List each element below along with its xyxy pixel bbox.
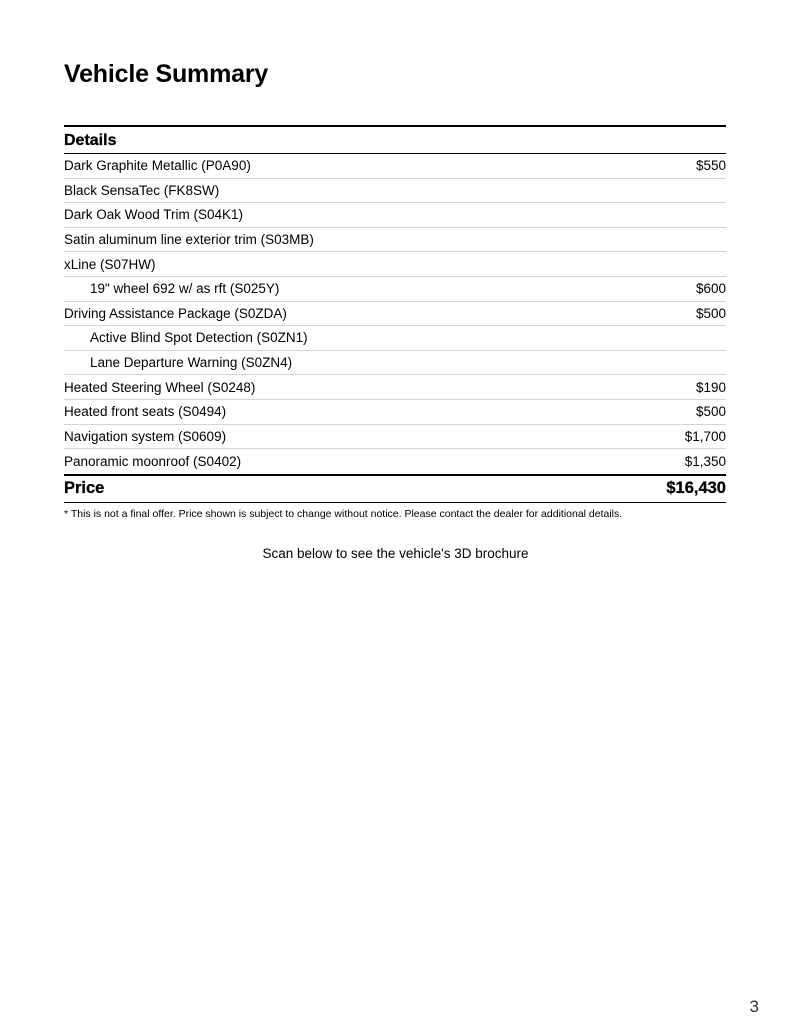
detail-row — [64, 154, 726, 179]
detail-row — [64, 179, 726, 204]
page-number: 3 — [749, 997, 759, 1016]
detail-row-price: $600 — [695, 281, 726, 297]
detail-row-label: Heated front seats (S0494) — [64, 404, 227, 420]
detail-row — [64, 449, 726, 474]
detail-row-price: $1,350 — [684, 453, 726, 469]
price-label: Price — [64, 479, 105, 498]
detail-row-label: Heated Steering Wheel (S0248) — [64, 379, 256, 395]
detail-row — [64, 203, 726, 228]
detail-row — [64, 252, 726, 277]
detail-row-price: $550 — [695, 158, 726, 174]
detail-row-price: $500 — [695, 305, 726, 321]
detail-row-label: Dark Oak Wood Trim (S04K1) — [64, 207, 244, 223]
detail-row-label: Dark Graphite Metallic (P0A90) — [64, 158, 251, 174]
detail-row — [64, 302, 726, 327]
detail-row-label: Panoramic moonroof (S0402) — [64, 453, 242, 469]
page-title: Vehicle Summary — [64, 60, 269, 88]
detail-row-label: Driving Assistance Package (S0ZDA) — [64, 305, 287, 321]
detail-row-price: $190 — [695, 379, 726, 395]
detail-row — [64, 425, 726, 450]
details-header: Details — [64, 125, 726, 154]
detail-row-label: Navigation system (S0609) — [64, 428, 227, 444]
detail-row-price: $500 — [695, 404, 726, 420]
detail-row — [64, 277, 726, 302]
scan-instruction: Scan below to see the vehicle's 3D brochure — [262, 546, 529, 561]
detail-row — [64, 326, 726, 351]
detail-row — [64, 375, 726, 400]
disclaimer-note: * This is not a final offer. Price shown is subject to change without notice. Please contact the dealer for additional details. — [64, 507, 623, 520]
detail-row — [64, 351, 726, 376]
detail-row-label: Lane Departure Warning (S0ZN4) — [90, 355, 293, 371]
detail-row-label: 19" wheel 692 w/ as rft (S025Y) — [90, 281, 280, 297]
detail-row — [64, 228, 726, 253]
details-list — [64, 154, 726, 474]
detail-row-label: Active Blind Spot Detection (S0ZN1) — [90, 330, 308, 346]
price-row — [64, 474, 726, 503]
detail-row-label: Black SensaTec (FK8SW) — [64, 182, 220, 198]
price-value: $16,430 — [666, 479, 726, 498]
detail-row-price: $1,700 — [684, 428, 726, 444]
detail-row-label: xLine (S07HW) — [64, 256, 156, 272]
detail-row — [64, 400, 726, 425]
detail-row-label: Satin aluminum line exterior trim (S03MB) — [64, 232, 314, 248]
vehicle-summary-table — [64, 125, 726, 520]
